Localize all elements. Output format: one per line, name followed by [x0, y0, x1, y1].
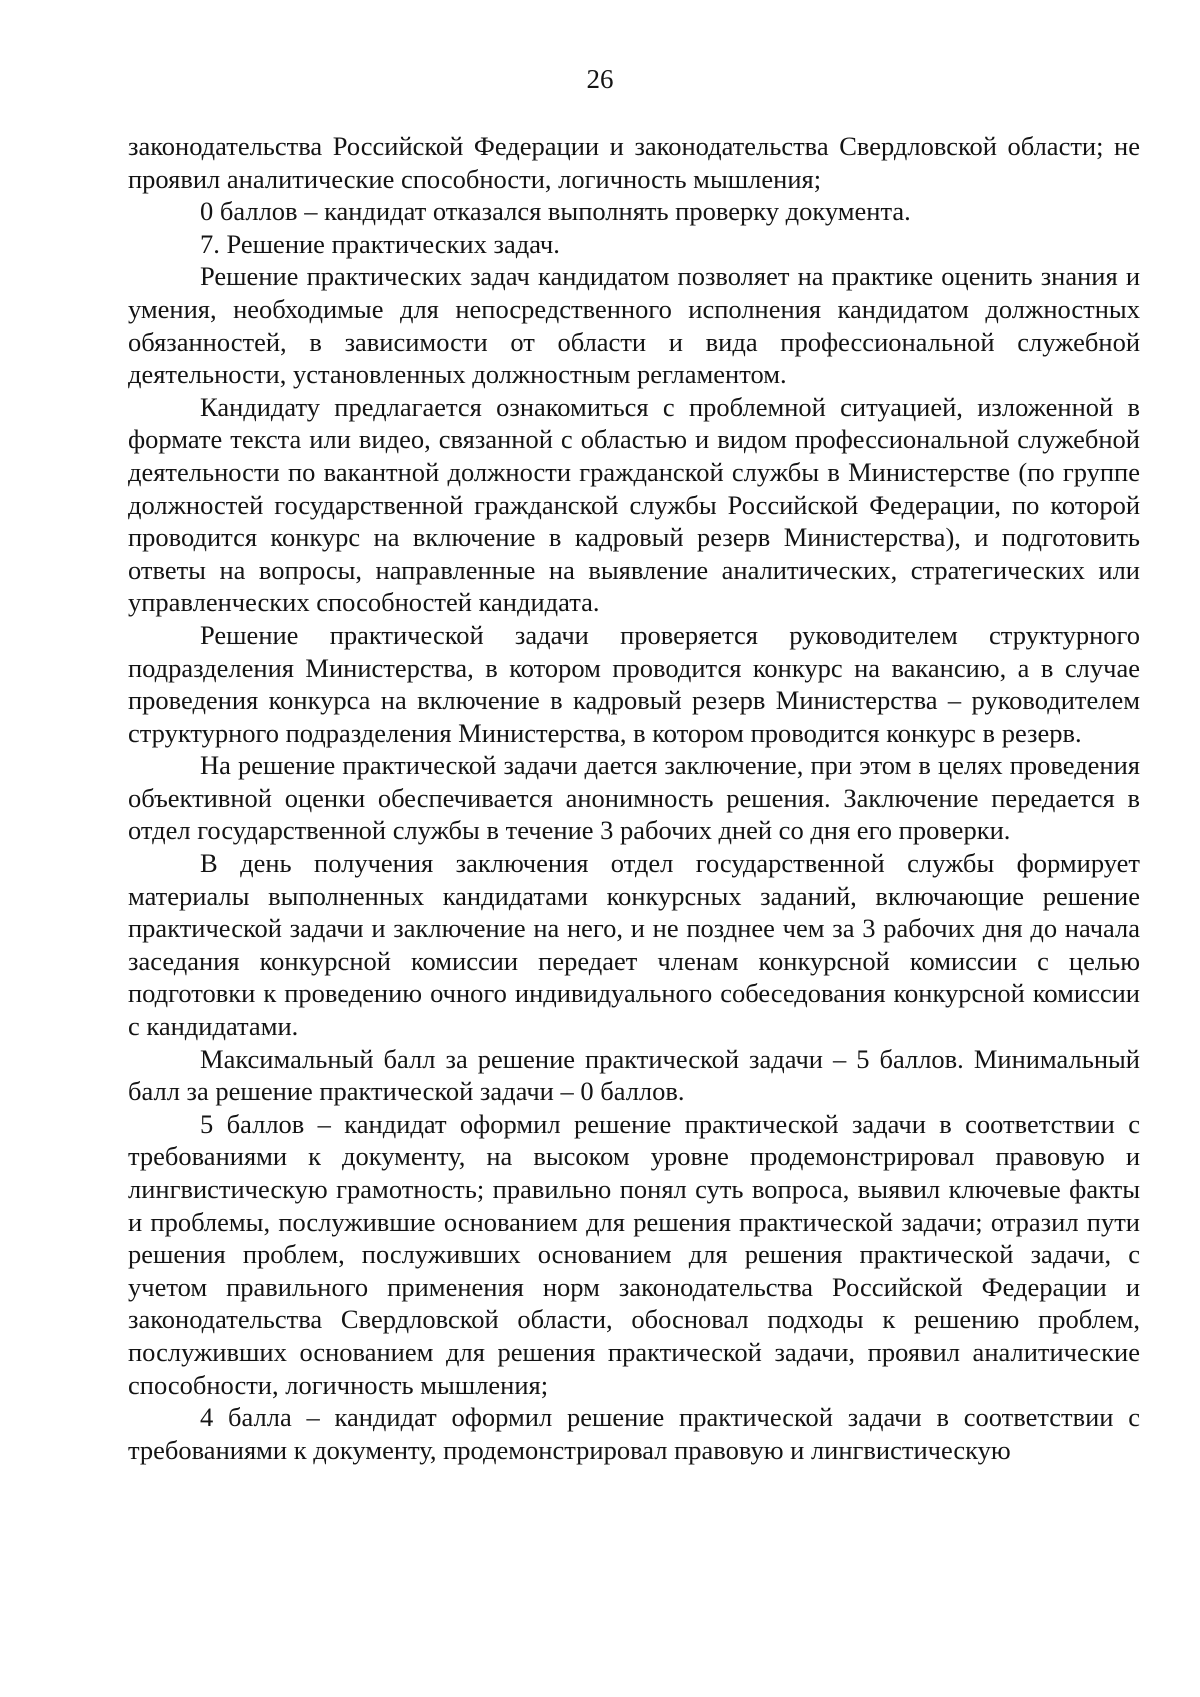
paragraph-four-points: 4 балла – кандидат оформил решение практической задачи в соответствии с требованиями к документу, продемонстрировал правовую и лингвистическую — [128, 1402, 1140, 1465]
section-heading-practical-tasks: 7. Решение практических задач. — [200, 228, 560, 259]
paragraph-conclusion: На решение практической задачи дается заключение, при этом в целях проведения объективной оценки обеспечивается анонимность решения. Заключение передается в отдел государственной службы в течение 3 рабочих дней со дня его проверки. — [128, 750, 1140, 846]
paragraph-five-points: 5 баллов – кандидат оформил решение практической задачи в соответствии с требованиями к документу, на высоком уровне продемонстрировал правовую и лингвистическую грамотность; правильно понял суть вопроса, выявил ключевые факты и проблемы, послужившие основанием для решения практической задачи; отразил пути решения проблем, послуживших основанием для решения практической задачи, с учетом правильного применения норм законодательства Российской Федерации и законодательства Свердловской области, обосновал подходы к решению проблем, послуживших основанием для решения практической задачи, проявил аналитические способности, логичность мышления; — [128, 1108, 1140, 1400]
paragraph-zero-points: 0 баллов – кандидат отказался выполнять проверку документа. — [200, 196, 911, 227]
paragraph-materials: В день получения заключения отдел государственной службы формирует материалы выполненных кандидатами конкурсных заданий, включающие решение практической задачи и заключение на него, и не позднее чем за 3 рабочих дня до начала заседания конкурсной комиссии передает членам конкурсной комиссии с целью подготовки к проведению очного индивидуального собеседования конкурсной комиссии с кандидатами. — [128, 848, 1140, 1042]
paragraph-practical-tasks-purpose: Решение практических задач кандидатом позволяет на практике оценить знания и умения, необходимые для непосредственного исполнения кандидатом должностных обязанностей, в зависимости от области и вида профессиональной служебной деятельности, установленных должностным регламентом. — [128, 261, 1140, 390]
paragraph-task-review: Решение практической задачи проверяется руководителем структурного подразделения Министерства, в котором проводится конкурс на вакансию, а в случае проведения конкурса на включение в кадровый резерв Министерства – руководителем структурного подразделения Министерства, в котором проводится конкурс в резерв. — [128, 619, 1140, 748]
paragraph-continuation: законодательства Российской Федерации и законодательства Свердловской области; не проявил аналитические способности, логичность мышления; — [128, 131, 1140, 194]
paragraph-score-range: Максимальный балл за решение практической задачи – 5 баллов. Минимальный балл за решение практической задачи – 0 баллов. — [128, 1043, 1140, 1107]
page-number: 26 — [586, 64, 614, 94]
body-text — [128, 130, 1140, 1466]
paragraph-problem-situation: Кандидату предлагается ознакомиться с проблемной ситуацией, изложенной в формате текста или видео, связанной с областью и видом профессиональной служебной деятельности по вакантной должности гражданской службы в Министерстве (по группе должностей государственной гражданской службы Российской Федерации, по которой проводится конкурс на включение в кадровый резерв Министерства), и подготовить ответы на вопросы, направленные на выявление аналитических, стратегических или управленческих способностей кандидата. — [128, 391, 1140, 618]
